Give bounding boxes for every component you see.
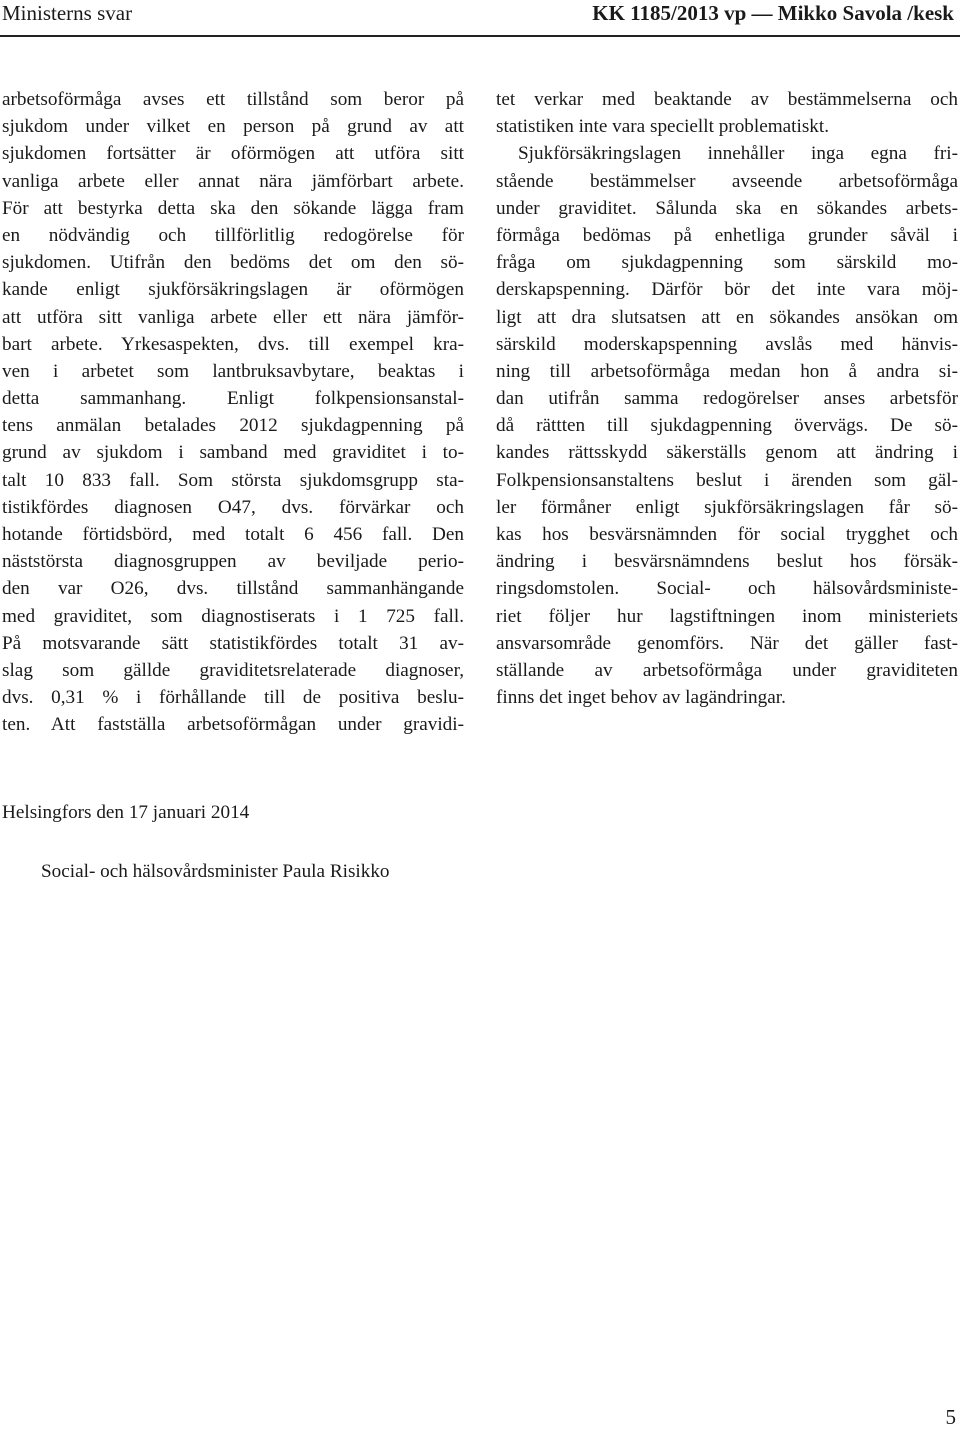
paragraph-line: en nödvändig och tillförlitlig redogörelse för bbox=[2, 224, 464, 246]
paragraph-line: kandes rättsskydd säkerställs genom att ändring i bbox=[496, 442, 958, 464]
paragraph-line: ligt att dra slutsatsen att en sökandes ansökan om bbox=[496, 306, 958, 328]
paragraph-line: ning till arbetsoförmåga medan hon å andra si- bbox=[496, 360, 958, 382]
paragraph-line: hotande förtidsbörd, med totalt 6 456 fall. Den bbox=[2, 524, 464, 545]
paragraph-line: derskapspenning. Därför bör det inte vara möj- bbox=[496, 279, 958, 301]
page-number: 5 bbox=[945, 1405, 956, 1429]
minister-signature-line: Social- och hälsovårdsminister Paula Risikko bbox=[41, 861, 390, 882]
place-and-date: Helsingfors den 17 januari 2014 bbox=[2, 802, 250, 823]
paragraph-line: ställande av arbetsoförmåga under graviditeten bbox=[496, 659, 958, 681]
paragraph-line: ansvarsområde genomförs. När det gäller fast- bbox=[496, 632, 958, 654]
paragraph-line: ler förmåner enligt sjukförsäkringslagen får sö- bbox=[496, 496, 958, 518]
paragraph-line: dvs. 0,31 % i förhållande till de positiva beslu- bbox=[2, 687, 464, 709]
paragraph-line: då rättten till sjukdagpenning övervägs. De sö- bbox=[496, 415, 958, 437]
paragraph-line: kande enligt sjukförsäkringslagen är oförmögen bbox=[2, 279, 464, 301]
paragraph-line: sjukdomen. Utifrån den bedöms det om den sö- bbox=[2, 252, 464, 274]
paragraph-line: ven i arbetet som lantbruksavbytare, beaktas i bbox=[2, 360, 464, 382]
paragraph-line: under graviditet. Sålunda ska en sökandes arbets- bbox=[496, 197, 958, 219]
paragraph-line: riet följer hur lagstiftningen inom ministeriets bbox=[496, 605, 958, 627]
paragraph-line: tet verkar med beaktande av bestämmelserna och bbox=[496, 89, 958, 110]
header-divider bbox=[0, 35, 960, 37]
paragraph-line: Sjukförsäkringslagen innehåller inga egna fri- bbox=[518, 143, 958, 165]
paragraph-line: statistiken inte vara speciellt problematiskt. bbox=[496, 116, 830, 138]
paragraph-line: den var O26, dvs. tillstånd sammanhängande bbox=[2, 578, 464, 600]
paragraph-line: Folkpensionsanstaltens beslut i ärenden som gäl- bbox=[496, 469, 958, 491]
paragraph-line: att utföra sitt vanliga arbete eller ett nära jämför- bbox=[2, 306, 464, 328]
header-document-reference: KK 1185/2013 vp — Mikko Savola /kesk bbox=[592, 1, 954, 25]
paragraph-line: särskild moderskapspenning avslås med hänvis- bbox=[496, 333, 958, 355]
paragraph-line: kas hos besvärsnämnden för social trygghet och bbox=[496, 524, 958, 545]
header-section-title: Ministerns svar bbox=[2, 1, 133, 25]
left-text-column bbox=[2, 86, 464, 739]
right-text-column bbox=[496, 86, 958, 711]
paragraph-line: bart arbete. Yrkesaspekten, dvs. till exempel kra- bbox=[2, 333, 464, 355]
paragraph-line: näststörsta diagnosgruppen av beviljade perio- bbox=[2, 551, 464, 573]
paragraph-line: arbetsoförmåga avses ett tillstånd som beror på bbox=[2, 89, 464, 110]
paragraph-line: grund av sjukdom i samband med graviditet i to- bbox=[2, 442, 464, 464]
page-header bbox=[0, 0, 960, 36]
paragraph-line: ändring i besvärsnämndens beslut hos försäk- bbox=[496, 551, 958, 573]
paragraph-line: förmåga bedömas på enhetliga grunder såväl i bbox=[496, 224, 958, 246]
paragraph-line: med graviditet, som diagnostiserats i 1 725 fall. bbox=[2, 605, 464, 627]
paragraph-line: detta sammanhang. Enligt folkpensionsanstal- bbox=[2, 388, 464, 410]
paragraph-line: sjukdomen fortsätter är oförmögen att utföra sitt bbox=[2, 143, 464, 165]
paragraph-line: vanliga arbete eller annat nära jämförbart arbete. bbox=[2, 170, 464, 192]
paragraph-line: ringsdomstolen. Social- och hälsovårdsministe- bbox=[496, 578, 958, 600]
paragraph-line: finns det inget behov av lagändringar. bbox=[496, 687, 786, 709]
paragraph-line: ten. Att fastställa arbetsoförmågan under gravidi- bbox=[2, 714, 464, 736]
paragraph-line: På motsvarande sätt statistikfördes totalt 31 av- bbox=[2, 632, 464, 654]
paragraph-line: fråga om sjukdagpenning som särskild mo- bbox=[496, 252, 958, 274]
paragraph-line: dan utifrån samma redogörelser anses arbetsför bbox=[496, 388, 958, 410]
paragraph-line: slag som gällde graviditetsrelaterade diagnoser, bbox=[2, 659, 464, 681]
paragraph-line: För att bestyrka detta ska den sökande lägga fram bbox=[2, 197, 464, 219]
paragraph-line: talt 10 833 fall. Som största sjukdomsgrupp sta- bbox=[2, 469, 464, 491]
paragraph-line: tistikfördes diagnosen O47, dvs. förvärkar och bbox=[2, 496, 464, 518]
paragraph-line: stående bestämmelser avseende arbetsoförmåga bbox=[496, 170, 958, 192]
paragraph-line: tens anmälan betalades 2012 sjukdagpenning på bbox=[2, 415, 464, 437]
paragraph-line: sjukdom under vilket en person på grund av att bbox=[2, 116, 464, 138]
